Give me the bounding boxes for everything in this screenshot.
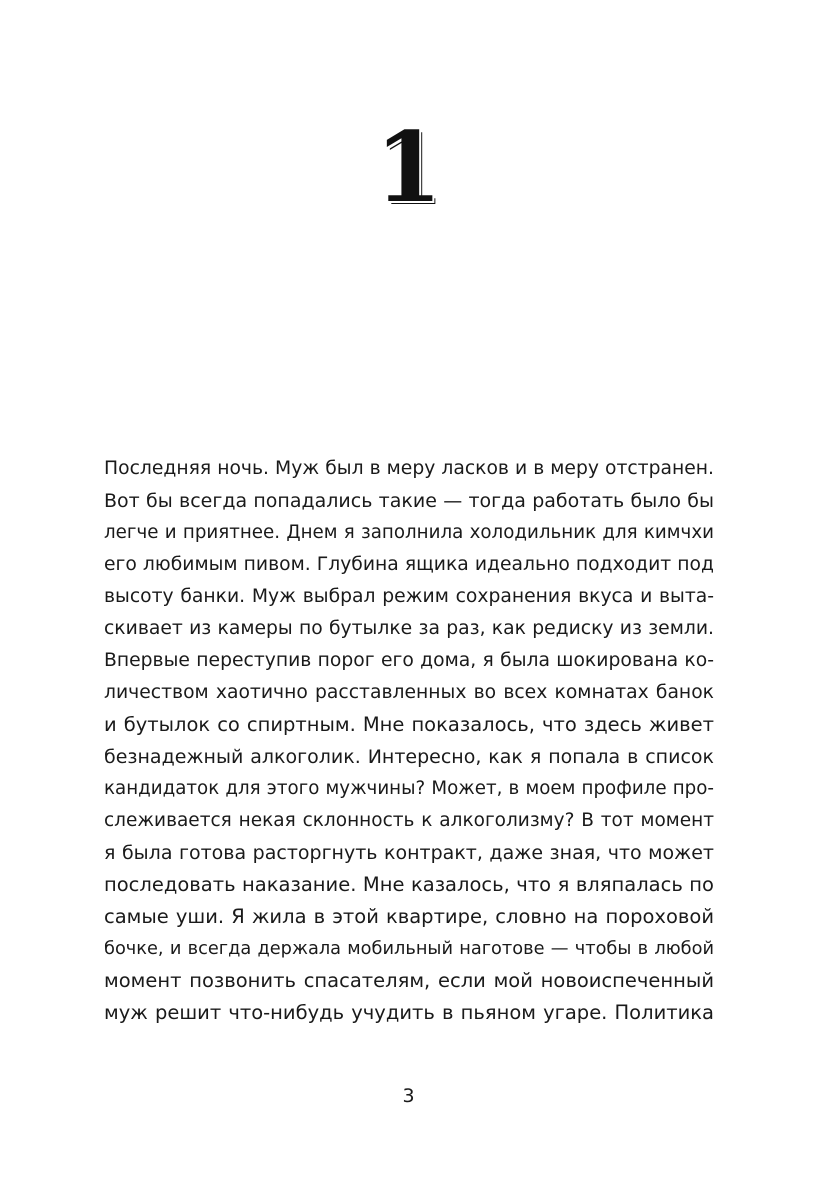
text-line: его любимым пивом. Глубина ящика идеально подходит под (104, 554, 714, 575)
text-line: момент позвонить спасателям, если мой новоиспеченный (104, 969, 714, 992)
text-line: кандидаток для этого мужчины? Может, в моем профиле про- (104, 778, 714, 799)
text-line: самые уши. Я жила в этой квартире, словно на пороховой (104, 905, 714, 928)
text-line: бочке, и всегда держала мобильный наготове — чтобы в любой (104, 939, 714, 959)
text-line: Последняя ночь. Муж был в меру ласков и в меру отстранен. (104, 458, 714, 479)
text-line: я была готова расторгнуть контракт, даже зная, что может (104, 842, 714, 864)
text-line: последовать наказание. Мне казалось, что я вляпалась по (104, 873, 714, 896)
text-line: легче и приятнее. Днем я заполнила холодильник для кимчхи (104, 522, 714, 543)
text-line: скивает из камеры по бутылке за раз, как редиску из земли. (104, 618, 714, 639)
text-line: Вот бы всегда попадались такие — тогда работать было бы (104, 490, 714, 512)
text-line: и бутылок со спиртным. Мне показалось, что здесь живет (104, 713, 714, 736)
text-line: личеством хаотично расставленных во всех комнатах банок (104, 682, 714, 703)
text-line: высоту банки. Муж выбрал режим сохранения вкуса и выта- (104, 586, 714, 607)
text-line: муж решит что-нибудь учудить в пьяном угаре. Политика (104, 1001, 714, 1024)
body-text (104, 453, 714, 1029)
text-line: безнадежный алкоголик. Интересно, как я попала в список (104, 746, 714, 768)
text-line: слеживается некая склонность к алкоголизму? В тот момент (104, 810, 714, 831)
page-number: 3 (402, 1085, 415, 1107)
text-line: Впервые переступив порог его дома, я была шокирована ко- (104, 650, 714, 671)
chapter-number: 1 (375, 111, 442, 224)
